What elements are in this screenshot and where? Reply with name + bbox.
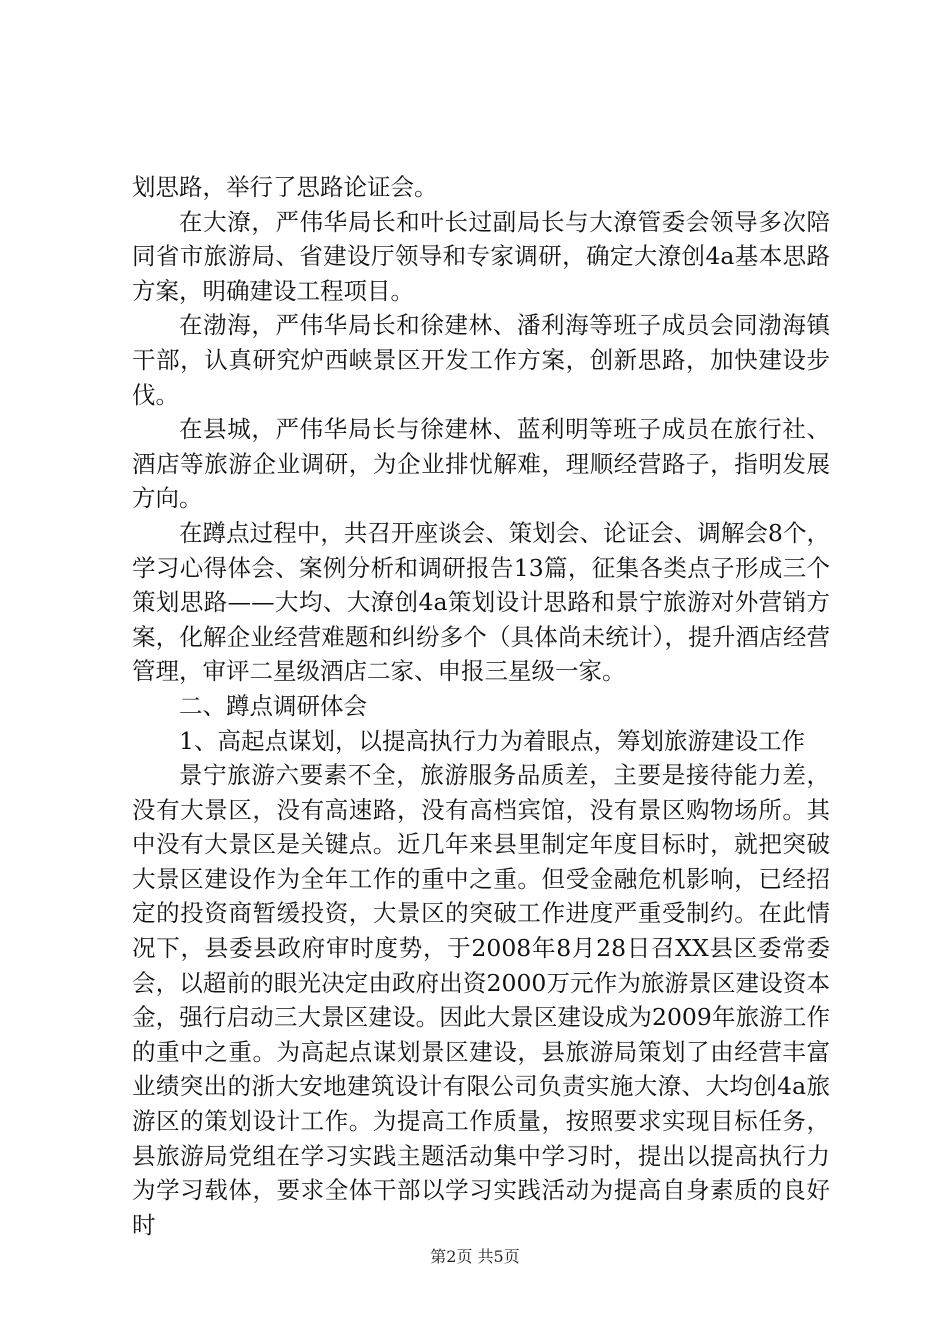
subsection-heading: 1、高起点谋划，以提高执行力为着眼点，筹划旅游建设工作	[179, 726, 805, 755]
section-heading: 二、蹲点调研体会	[179, 691, 367, 720]
document-body	[132, 170, 830, 1242]
paragraph: 在渤海，严伟华局长和徐建林、潘利海等班子成员会同渤海镇干部，认真研究炉西峡景区开发工作方案，创新思路，加快建设步伐。	[132, 311, 830, 409]
paragraph: 在蹲点过程中，共召开座谈会、策划会、论证会、调解会8个，学习心得体会、案例分析和调研报告13篇，征集各类点子形成三个策划思路——大均、大潦创4a策划设计思路和景宁旅游对外营销方案，化解企业经营难题和纠纷多个（具体尚未统计），提升酒店经营管理，审评二星级酒店二家、申报三星级一家。	[132, 518, 830, 686]
paragraph: 在县城，严伟华局长与徐建林、蓝利明等班子成员在旅行社、酒店等旅游企业调研，为企业排忧解难，理顺经营路子，指明发展方向。	[132, 415, 830, 513]
paragraph: 在大潦，严伟华局长和叶长过副局长与大潦管委会领导多次陪同省市旅游局、省建设厅领导和专家调研，确定大潦创4a基本思路方案，明确建设工程项目。	[132, 207, 830, 305]
paragraph: 划思路，举行了思路论证会。	[132, 173, 438, 201]
paragraph: 景宁旅游六要素不全，旅游服务品质差，主要是接待能力差，没有大景区，没有高速路，没有高档宾馆，没有景区购物场所。其中没有大景区是关键点。近几年来县里制定年度目标时，就把突破大景区建设作为全年工作的重中之重。但受金融危机影响，已经招定的投资商暂缓投资，大景区的突破工作进度严重受制约。在此情况下，县委县政府审时度势，于2008年8月28日召XX县区委常委会，以超前的眼光决定由政府出资2000万元作为旅游景区建设资本金，强行启动三大景区建设。因此大景区建设成为2009年旅游工作的重中之重。为高起点谋划景区建设，县旅游局策划了由经营丰富业绩突出的浙大安地建筑设计有限公司负责实施大潦、大均创4a旅游区的策划设计工作。为提高工作质量，按照要求实现目标任务，县旅游局党组在学习实践主题活动集中学习时，提出以提高执行力为学习载体，要求全体干部以学习实践活动为提高自身素质的良好时	[132, 761, 830, 1239]
page-footer: 第2页 共5页	[430, 1247, 520, 1266]
